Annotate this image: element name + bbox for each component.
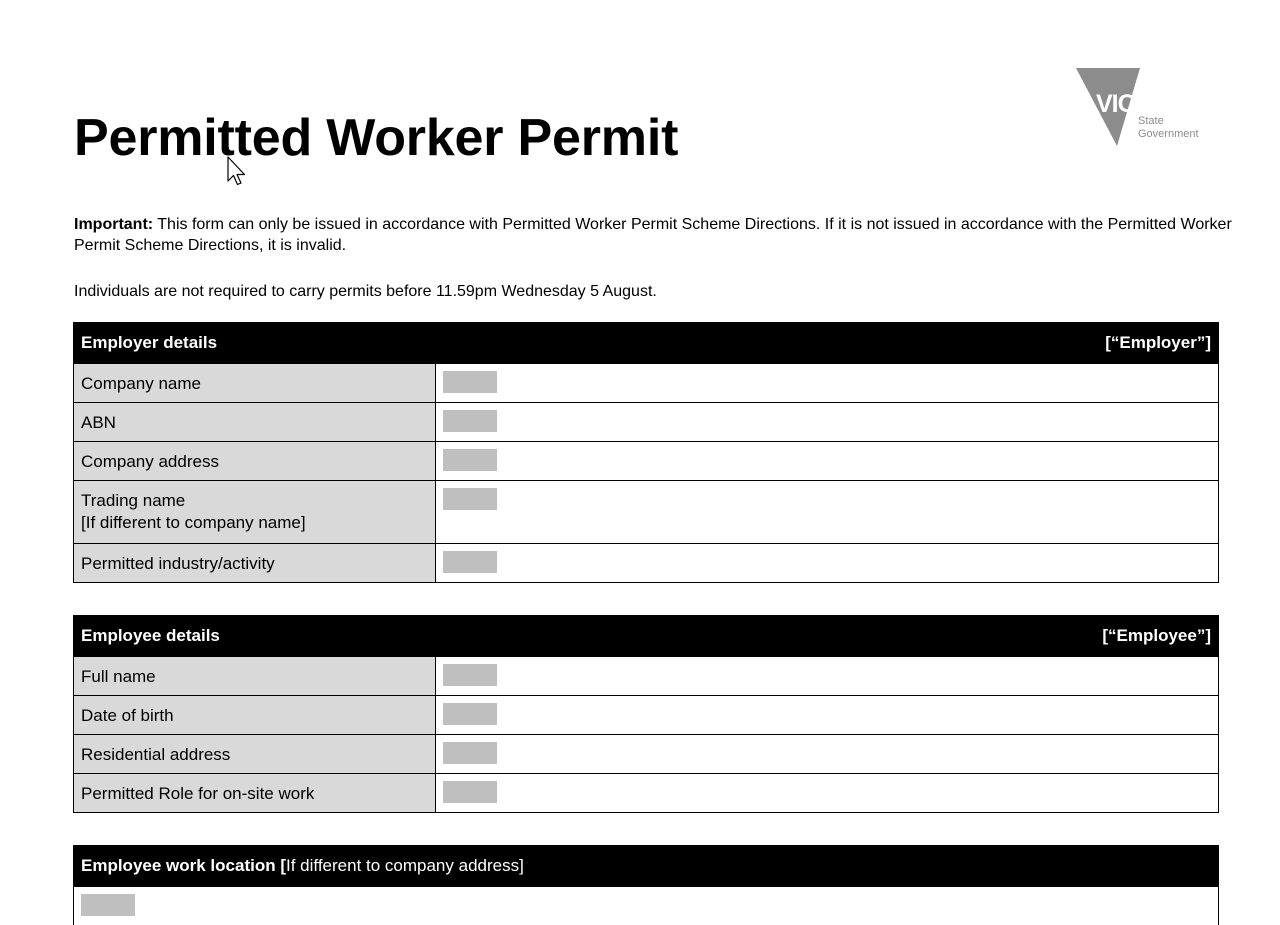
- permitted-role-field[interactable]: [443, 781, 497, 803]
- residential-address-field[interactable]: [443, 742, 497, 764]
- work-location-heading-normal: If different to company address]: [286, 856, 524, 875]
- table-row: [74, 481, 1219, 544]
- page-title: Permitted Worker Permit: [74, 109, 679, 167]
- employee-details-table: [73, 615, 1219, 813]
- employee-details-header: [74, 616, 1219, 657]
- victoria-state-government-logo: [1072, 66, 1220, 150]
- company-address-label: Company address: [74, 442, 436, 481]
- trading-name-label-line1: Trading name: [81, 491, 186, 510]
- carry-permit-note: Individuals are not required to carry permits before 11.59pm Wednesday 5 August.: [74, 283, 657, 300]
- work-location-header: [74, 846, 1219, 887]
- residential-address-label: Residential address: [74, 735, 436, 774]
- table-row: [74, 403, 1219, 442]
- employee-tag: [“Employee”]: [1102, 626, 1211, 645]
- company-name-label: Company name: [74, 364, 436, 403]
- employer-details-table: [73, 322, 1219, 583]
- trading-name-field[interactable]: [443, 488, 497, 510]
- logo-brand-text-overlay: VICTORIA: [1096, 90, 1207, 118]
- table-row: [74, 887, 1219, 925]
- table-row: [74, 696, 1219, 735]
- abn-label: ABN: [74, 403, 436, 442]
- company-name-field[interactable]: [443, 371, 497, 393]
- permitted-role-label: Permitted Role for on-site work: [74, 774, 436, 813]
- table-row: [74, 442, 1219, 481]
- employer-tag: [“Employer”]: [1105, 333, 1211, 352]
- important-text: This form can only be issued in accordance with Permitted Worker Permit Scheme Directions. If it is not issued in accordance with the Permitted Worker Permit Scheme Directions, it is invalid.: [74, 216, 1232, 254]
- work-location-heading-bold: Employee work location [: [81, 856, 286, 875]
- permitted-industry-label: Permitted industry/activity: [74, 544, 436, 583]
- company-address-field[interactable]: [443, 449, 497, 471]
- table-row: [74, 735, 1219, 774]
- table-row: [74, 657, 1219, 696]
- employer-details-header: [74, 323, 1219, 364]
- logo-sub2: Government: [1138, 128, 1199, 140]
- important-label: Important:: [74, 216, 154, 233]
- trading-name-label-line2: [If different to company name]: [81, 513, 306, 532]
- abn-field[interactable]: [443, 410, 497, 432]
- table-row: [74, 774, 1219, 813]
- mouse-cursor-icon: [226, 156, 250, 192]
- employer-heading: Employer details: [81, 333, 218, 352]
- date-of-birth-field[interactable]: [443, 703, 497, 725]
- full-name-label: Full name: [74, 657, 436, 696]
- logo-sub1: State: [1138, 115, 1164, 127]
- trading-name-label: [74, 481, 436, 544]
- full-name-field[interactable]: [443, 664, 497, 686]
- table-row: [74, 544, 1219, 583]
- work-location-table: [73, 845, 1219, 925]
- table-row: [74, 364, 1219, 403]
- important-notice: [74, 214, 1254, 256]
- employee-heading: Employee details: [81, 626, 220, 645]
- work-location-field[interactable]: [81, 894, 135, 916]
- permitted-industry-field[interactable]: [443, 551, 497, 573]
- date-of-birth-label: Date of birth: [74, 696, 436, 735]
